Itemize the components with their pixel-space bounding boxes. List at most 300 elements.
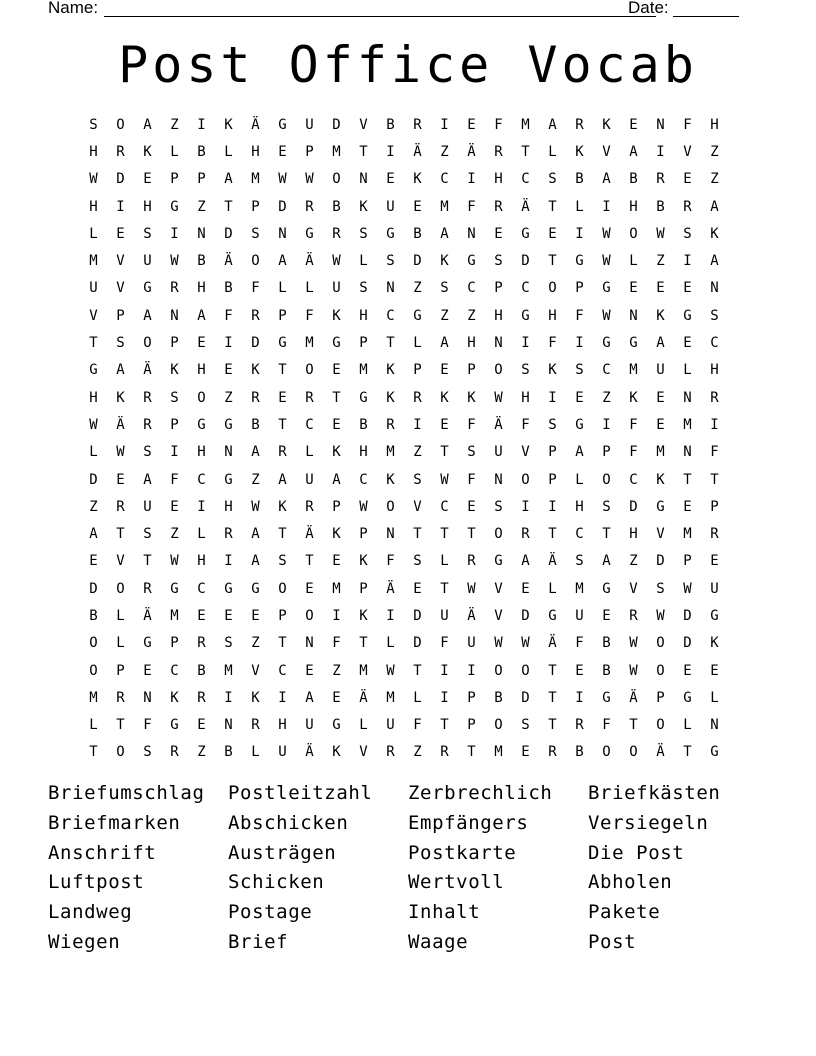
grid-letter[interactable]: P — [413, 362, 422, 379]
grid-letter[interactable]: K — [386, 389, 395, 406]
grid-letter[interactable]: Z — [170, 116, 179, 133]
grid-letter[interactable]: I — [224, 335, 233, 352]
grid-letter[interactable]: F — [602, 717, 611, 734]
grid-letter[interactable]: S — [143, 526, 152, 543]
grid-letter[interactable]: F — [521, 416, 530, 433]
grid-letter[interactable]: G — [386, 225, 395, 242]
grid-letter[interactable]: T — [305, 553, 314, 570]
grid-letter[interactable]: C — [278, 662, 287, 679]
grid-letter[interactable]: P — [683, 553, 692, 570]
grid-letter[interactable]: K — [251, 362, 260, 379]
grid-letter[interactable]: P — [197, 171, 206, 188]
grid-letter[interactable]: H — [494, 171, 503, 188]
grid-letter[interactable]: Z — [89, 498, 98, 515]
grid-letter[interactable]: O — [116, 744, 125, 761]
grid-letter[interactable]: G — [278, 335, 287, 352]
grid-letter[interactable]: Z — [197, 744, 206, 761]
grid-letter[interactable]: N — [656, 116, 665, 133]
grid-letter[interactable]: S — [143, 744, 152, 761]
grid-letter[interactable]: G — [710, 607, 719, 624]
grid-letter[interactable]: U — [332, 280, 341, 297]
grid-letter[interactable]: T — [440, 717, 449, 734]
grid-letter[interactable]: M — [683, 526, 692, 543]
grid-letter[interactable]: C — [197, 580, 206, 597]
grid-letter[interactable]: U — [386, 198, 395, 215]
grid-letter[interactable]: S — [224, 635, 233, 652]
grid-letter[interactable]: E — [305, 662, 314, 679]
grid-letter[interactable]: R — [521, 526, 530, 543]
grid-letter[interactable]: Ä — [656, 744, 665, 761]
grid-letter[interactable]: I — [467, 662, 476, 679]
grid-letter[interactable]: B — [413, 225, 422, 242]
grid-letter[interactable]: W — [602, 253, 611, 270]
grid-letter[interactable]: D — [224, 225, 233, 242]
grid-letter[interactable]: S — [521, 362, 530, 379]
grid-letter[interactable]: F — [170, 471, 179, 488]
grid-letter[interactable]: S — [575, 362, 584, 379]
grid-letter[interactable]: K — [629, 389, 638, 406]
grid-letter[interactable]: E — [440, 362, 449, 379]
grid-letter[interactable]: R — [575, 116, 584, 133]
grid-letter[interactable]: C — [521, 280, 530, 297]
grid-letter[interactable]: R — [224, 526, 233, 543]
grid-letter[interactable]: Ä — [305, 253, 314, 270]
grid-letter[interactable]: M — [521, 116, 530, 133]
grid-letter[interactable]: W — [521, 635, 530, 652]
grid-letter[interactable]: O — [494, 662, 503, 679]
grid-letter[interactable]: P — [332, 498, 341, 515]
grid-letter[interactable]: N — [386, 280, 395, 297]
grid-letter[interactable]: A — [143, 307, 152, 324]
grid-letter[interactable]: G — [170, 580, 179, 597]
grid-letter[interactable]: O — [656, 717, 665, 734]
grid-letter[interactable]: L — [89, 717, 98, 734]
grid-letter[interactable]: T — [683, 744, 692, 761]
grid-letter[interactable]: L — [251, 744, 260, 761]
grid-letter[interactable]: H — [197, 362, 206, 379]
grid-letter[interactable]: I — [170, 225, 179, 242]
grid-letter[interactable]: N — [494, 335, 503, 352]
grid-letter[interactable]: T — [332, 389, 341, 406]
grid-letter[interactable]: O — [548, 280, 557, 297]
grid-letter[interactable]: A — [278, 471, 287, 488]
grid-letter[interactable]: K — [143, 143, 152, 160]
grid-letter[interactable]: U — [656, 362, 665, 379]
grid-letter[interactable]: W — [656, 607, 665, 624]
grid-letter[interactable]: W — [332, 253, 341, 270]
grid-letter[interactable]: P — [278, 307, 287, 324]
grid-letter[interactable]: M — [89, 689, 98, 706]
grid-letter[interactable]: M — [251, 171, 260, 188]
grid-letter[interactable]: G — [197, 416, 206, 433]
grid-letter[interactable]: A — [278, 253, 287, 270]
grid-letter[interactable]: M — [629, 362, 638, 379]
grid-letter[interactable]: K — [170, 362, 179, 379]
grid-letter[interactable]: P — [170, 416, 179, 433]
grid-letter[interactable]: E — [521, 744, 530, 761]
grid-letter[interactable]: V — [116, 280, 125, 297]
grid-letter[interactable]: A — [710, 198, 719, 215]
grid-letter[interactable]: V — [413, 498, 422, 515]
grid-letter[interactable]: M — [305, 335, 314, 352]
grid-letter[interactable]: A — [629, 143, 638, 160]
grid-letter[interactable]: V — [521, 444, 530, 461]
grid-letter[interactable]: P — [548, 444, 557, 461]
grid-letter[interactable]: F — [548, 335, 557, 352]
grid-letter[interactable]: P — [116, 307, 125, 324]
grid-letter[interactable]: S — [143, 225, 152, 242]
grid-letter[interactable]: M — [386, 689, 395, 706]
grid-letter[interactable]: W — [494, 635, 503, 652]
grid-letter[interactable]: G — [521, 225, 530, 242]
grid-letter[interactable]: S — [413, 553, 422, 570]
grid-letter[interactable]: F — [629, 444, 638, 461]
grid-letter[interactable]: I — [440, 689, 449, 706]
grid-letter[interactable]: S — [494, 498, 503, 515]
grid-letter[interactable]: T — [278, 526, 287, 543]
grid-letter[interactable]: E — [548, 225, 557, 242]
grid-letter[interactable]: G — [521, 307, 530, 324]
grid-letter[interactable]: C — [170, 662, 179, 679]
grid-letter[interactable]: T — [278, 416, 287, 433]
grid-letter[interactable]: F — [251, 280, 260, 297]
grid-letter[interactable]: L — [116, 607, 125, 624]
grid-letter[interactable]: B — [629, 171, 638, 188]
grid-letter[interactable]: E — [656, 416, 665, 433]
grid-letter[interactable]: R — [305, 198, 314, 215]
grid-letter[interactable]: I — [602, 416, 611, 433]
grid-letter[interactable]: E — [197, 717, 206, 734]
grid-letter[interactable]: K — [440, 389, 449, 406]
grid-letter[interactable]: D — [89, 580, 98, 597]
grid-letter[interactable]: O — [521, 662, 530, 679]
grid-letter[interactable]: P — [494, 280, 503, 297]
grid-letter[interactable]: B — [359, 416, 368, 433]
grid-letter[interactable]: F — [467, 416, 476, 433]
grid-letter[interactable]: T — [278, 362, 287, 379]
grid-letter[interactable]: E — [413, 580, 422, 597]
grid-letter[interactable]: E — [467, 498, 476, 515]
grid-letter[interactable]: P — [170, 171, 179, 188]
grid-letter[interactable]: Z — [224, 389, 233, 406]
grid-letter[interactable]: E — [629, 116, 638, 133]
grid-letter[interactable]: G — [602, 689, 611, 706]
grid-letter[interactable]: P — [656, 689, 665, 706]
grid-letter[interactable]: T — [548, 198, 557, 215]
grid-letter[interactable]: I — [413, 416, 422, 433]
grid-letter[interactable]: T — [386, 335, 395, 352]
grid-letter[interactable]: S — [575, 553, 584, 570]
grid-letter[interactable]: L — [575, 198, 584, 215]
grid-letter[interactable]: Z — [251, 635, 260, 652]
grid-letter[interactable]: E — [278, 143, 287, 160]
grid-letter[interactable]: R — [251, 389, 260, 406]
grid-letter[interactable]: K — [332, 307, 341, 324]
grid-letter[interactable]: T — [548, 717, 557, 734]
grid-letter[interactable]: C — [359, 471, 368, 488]
grid-letter[interactable]: T — [116, 526, 125, 543]
grid-letter[interactable]: O — [197, 389, 206, 406]
grid-letter[interactable]: H — [629, 526, 638, 543]
grid-letter[interactable]: W — [440, 471, 449, 488]
grid-letter[interactable]: H — [710, 116, 719, 133]
grid-letter[interactable]: P — [467, 362, 476, 379]
grid-letter[interactable]: D — [413, 635, 422, 652]
grid-letter[interactable]: F — [575, 307, 584, 324]
grid-letter[interactable]: K — [116, 389, 125, 406]
grid-letter[interactable]: M — [386, 444, 395, 461]
grid-letter[interactable]: G — [305, 225, 314, 242]
grid-letter[interactable]: B — [602, 662, 611, 679]
grid-letter[interactable]: E — [332, 362, 341, 379]
grid-letter[interactable]: Ä — [143, 362, 152, 379]
grid-letter[interactable]: V — [656, 526, 665, 543]
grid-letter[interactable]: R — [143, 389, 152, 406]
grid-letter[interactable]: K — [467, 389, 476, 406]
grid-letter[interactable]: E — [224, 362, 233, 379]
grid-letter[interactable]: W — [386, 662, 395, 679]
grid-letter[interactable]: K — [548, 362, 557, 379]
grid-letter[interactable]: T — [143, 553, 152, 570]
grid-letter[interactable]: H — [197, 444, 206, 461]
grid-letter[interactable]: K — [656, 307, 665, 324]
grid-letter[interactable]: E — [683, 498, 692, 515]
grid-letter[interactable]: Ä — [116, 416, 125, 433]
grid-letter[interactable]: L — [359, 253, 368, 270]
grid-letter[interactable]: T — [440, 444, 449, 461]
grid-letter[interactable]: R — [143, 416, 152, 433]
grid-letter[interactable]: K — [278, 498, 287, 515]
grid-letter[interactable]: G — [224, 580, 233, 597]
grid-letter[interactable]: S — [494, 253, 503, 270]
grid-letter[interactable]: O — [305, 607, 314, 624]
grid-letter[interactable]: D — [332, 116, 341, 133]
grid-letter[interactable]: O — [116, 580, 125, 597]
grid-letter[interactable]: B — [575, 171, 584, 188]
grid-letter[interactable]: S — [413, 471, 422, 488]
grid-letter[interactable]: L — [386, 635, 395, 652]
grid-letter[interactable]: A — [521, 553, 530, 570]
grid-letter[interactable]: D — [629, 498, 638, 515]
grid-letter[interactable]: L — [305, 444, 314, 461]
grid-letter[interactable]: Z — [170, 526, 179, 543]
grid-letter[interactable]: O — [89, 635, 98, 652]
grid-letter[interactable]: E — [224, 607, 233, 624]
grid-letter[interactable]: E — [683, 171, 692, 188]
grid-letter[interactable]: D — [278, 198, 287, 215]
grid-letter[interactable]: D — [683, 635, 692, 652]
grid-letter[interactable]: O — [494, 526, 503, 543]
grid-letter[interactable]: L — [548, 580, 557, 597]
grid-letter[interactable]: G — [143, 280, 152, 297]
grid-letter[interactable]: B — [197, 143, 206, 160]
grid-letter[interactable]: W — [251, 498, 260, 515]
grid-letter[interactable]: G — [710, 744, 719, 761]
grid-letter[interactable]: V — [494, 580, 503, 597]
grid-letter[interactable]: I — [467, 171, 476, 188]
grid-letter[interactable]: W — [683, 580, 692, 597]
grid-letter[interactable]: S — [359, 225, 368, 242]
grid-letter[interactable]: Z — [656, 253, 665, 270]
grid-letter[interactable]: E — [170, 498, 179, 515]
grid-letter[interactable]: E — [143, 171, 152, 188]
grid-letter[interactable]: I — [521, 335, 530, 352]
grid-letter[interactable]: B — [89, 607, 98, 624]
grid-letter[interactable]: R — [494, 143, 503, 160]
grid-letter[interactable]: H — [710, 362, 719, 379]
grid-letter[interactable]: E — [710, 553, 719, 570]
grid-letter[interactable]: R — [386, 416, 395, 433]
grid-letter[interactable]: R — [467, 553, 476, 570]
grid-letter[interactable]: R — [575, 717, 584, 734]
grid-letter[interactable]: A — [548, 116, 557, 133]
grid-letter[interactable]: B — [197, 253, 206, 270]
grid-letter[interactable]: Ä — [548, 635, 557, 652]
grid-letter[interactable]: A — [602, 553, 611, 570]
grid-letter[interactable]: U — [278, 744, 287, 761]
grid-letter[interactable]: V — [494, 607, 503, 624]
grid-letter[interactable]: T — [467, 526, 476, 543]
grid-letter[interactable]: F — [629, 416, 638, 433]
grid-letter[interactable]: E — [683, 335, 692, 352]
grid-letter[interactable]: L — [710, 689, 719, 706]
grid-letter[interactable]: D — [413, 253, 422, 270]
grid-letter[interactable]: N — [629, 307, 638, 324]
grid-letter[interactable]: R — [305, 389, 314, 406]
grid-letter[interactable]: G — [332, 717, 341, 734]
grid-letter[interactable]: R — [251, 307, 260, 324]
grid-letter[interactable]: D — [683, 607, 692, 624]
grid-letter[interactable]: O — [656, 635, 665, 652]
grid-letter[interactable]: S — [710, 307, 719, 324]
grid-letter[interactable]: Ä — [359, 689, 368, 706]
grid-letter[interactable]: G — [89, 362, 98, 379]
grid-letter[interactable]: E — [305, 580, 314, 597]
grid-letter[interactable]: L — [548, 143, 557, 160]
grid-letter[interactable]: G — [278, 116, 287, 133]
grid-letter[interactable]: G — [602, 580, 611, 597]
grid-letter[interactable]: C — [305, 416, 314, 433]
grid-letter[interactable]: C — [467, 280, 476, 297]
grid-letter[interactable]: O — [494, 362, 503, 379]
grid-letter[interactable]: P — [602, 444, 611, 461]
grid-letter[interactable]: W — [656, 225, 665, 242]
grid-letter[interactable]: C — [440, 171, 449, 188]
grid-letter[interactable]: I — [170, 444, 179, 461]
grid-letter[interactable]: W — [467, 580, 476, 597]
grid-letter[interactable]: V — [251, 662, 260, 679]
grid-letter[interactable]: M — [332, 580, 341, 597]
grid-letter[interactable]: A — [440, 335, 449, 352]
grid-letter[interactable]: K — [359, 607, 368, 624]
grid-letter[interactable]: A — [332, 471, 341, 488]
grid-letter[interactable]: F — [332, 635, 341, 652]
grid-letter[interactable]: G — [575, 253, 584, 270]
grid-letter[interactable]: G — [683, 689, 692, 706]
grid-letter[interactable]: Ä — [386, 580, 395, 597]
grid-letter[interactable]: B — [602, 635, 611, 652]
grid-letter[interactable]: Z — [710, 171, 719, 188]
grid-letter[interactable]: A — [656, 335, 665, 352]
grid-letter[interactable]: S — [548, 416, 557, 433]
grid-letter[interactable]: H — [467, 335, 476, 352]
grid-letter[interactable]: G — [170, 198, 179, 215]
grid-letter[interactable]: B — [224, 744, 233, 761]
grid-letter[interactable]: E — [386, 171, 395, 188]
grid-letter[interactable]: M — [656, 444, 665, 461]
grid-letter[interactable]: F — [467, 198, 476, 215]
grid-letter[interactable]: E — [413, 198, 422, 215]
grid-letter[interactable]: U — [143, 498, 152, 515]
grid-letter[interactable]: F — [683, 116, 692, 133]
grid-letter[interactable]: S — [386, 253, 395, 270]
grid-letter[interactable]: L — [278, 280, 287, 297]
grid-letter[interactable]: N — [494, 471, 503, 488]
grid-letter[interactable]: A — [575, 444, 584, 461]
grid-letter[interactable]: I — [278, 689, 287, 706]
grid-letter[interactable]: E — [467, 116, 476, 133]
grid-letter[interactable]: L — [89, 225, 98, 242]
grid-letter[interactable]: C — [710, 335, 719, 352]
grid-letter[interactable]: W — [89, 416, 98, 433]
grid-letter[interactable]: S — [89, 116, 98, 133]
grid-letter[interactable]: R — [494, 198, 503, 215]
grid-letter[interactable]: K — [170, 689, 179, 706]
grid-letter[interactable]: L — [413, 689, 422, 706]
grid-letter[interactable]: O — [251, 253, 260, 270]
grid-letter[interactable]: N — [143, 689, 152, 706]
grid-letter[interactable]: Z — [629, 553, 638, 570]
grid-letter[interactable]: K — [710, 635, 719, 652]
grid-letter[interactable]: E — [332, 689, 341, 706]
grid-letter[interactable]: P — [467, 689, 476, 706]
grid-letter[interactable]: O — [143, 335, 152, 352]
grid-letter[interactable]: S — [116, 335, 125, 352]
grid-letter[interactable]: K — [359, 553, 368, 570]
grid-letter[interactable]: R — [629, 607, 638, 624]
grid-letter[interactable]: G — [629, 335, 638, 352]
grid-letter[interactable]: D — [89, 471, 98, 488]
grid-letter[interactable]: R — [116, 143, 125, 160]
grid-letter[interactable]: A — [251, 444, 260, 461]
grid-letter[interactable]: R — [386, 744, 395, 761]
grid-letter[interactable]: M — [359, 662, 368, 679]
grid-letter[interactable]: N — [197, 225, 206, 242]
grid-letter[interactable]: C — [386, 307, 395, 324]
grid-letter[interactable]: R — [332, 225, 341, 242]
grid-letter[interactable]: G — [170, 717, 179, 734]
grid-letter[interactable]: A — [251, 526, 260, 543]
grid-letter[interactable]: H — [494, 307, 503, 324]
grid-letter[interactable]: V — [629, 580, 638, 597]
grid-letter[interactable]: H — [143, 198, 152, 215]
grid-letter[interactable]: C — [521, 171, 530, 188]
grid-letter[interactable]: E — [251, 607, 260, 624]
grid-letter[interactable]: T — [521, 143, 530, 160]
grid-letter[interactable]: L — [413, 335, 422, 352]
grid-letter[interactable]: V — [116, 553, 125, 570]
grid-letter[interactable]: E — [602, 607, 611, 624]
grid-letter[interactable]: Z — [710, 143, 719, 160]
grid-letter[interactable]: G — [602, 335, 611, 352]
grid-letter[interactable]: L — [89, 444, 98, 461]
grid-letter[interactable]: T — [359, 635, 368, 652]
grid-letter[interactable]: T — [710, 471, 719, 488]
grid-letter[interactable]: U — [467, 635, 476, 652]
grid-letter[interactable]: S — [359, 280, 368, 297]
grid-letter[interactable]: L — [197, 526, 206, 543]
grid-letter[interactable]: K — [251, 689, 260, 706]
